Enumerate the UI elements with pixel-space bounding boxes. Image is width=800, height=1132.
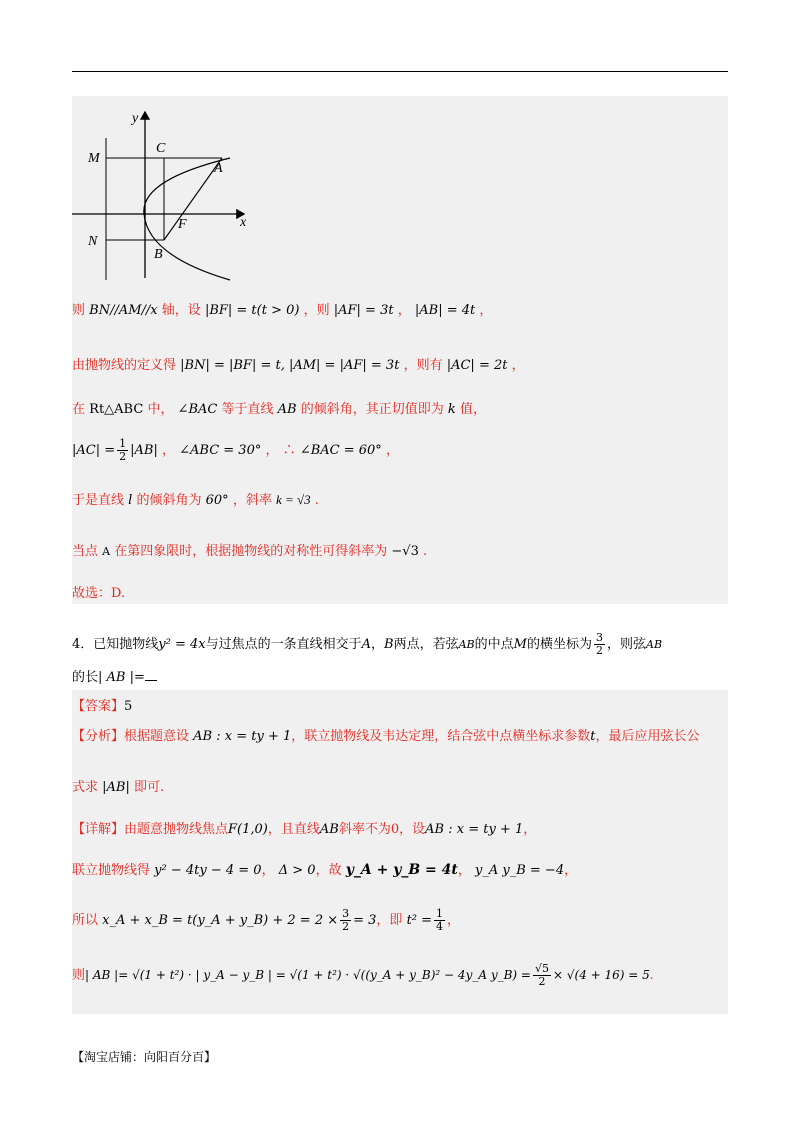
denominator: 4 [436, 920, 444, 933]
text: 斜率不为 [338, 822, 391, 837]
text: ，故 [315, 863, 342, 878]
label-C: C [156, 141, 166, 156]
answer-value: 5 [124, 699, 133, 714]
answer-tag: 【答案】 [72, 699, 125, 714]
label-M: M [88, 151, 100, 166]
math: Δ > 0 [278, 863, 316, 878]
detail-line-3 [72, 906, 460, 936]
solution-line-2 [72, 356, 525, 376]
text: 等于直线 [221, 402, 274, 417]
label-B: B [154, 247, 163, 262]
math: |AB| [102, 780, 130, 795]
math: y_A y_B = −4 [475, 863, 565, 878]
text: 故选：D. [72, 586, 126, 601]
text: . [649, 968, 654, 982]
text: 在第四象限时，根据抛物线的对称性可得斜率为 [114, 544, 388, 559]
text: ， [479, 303, 493, 318]
math: × √(4 + 16) = 5 [553, 968, 650, 982]
text: 式求 [72, 780, 99, 795]
math: y² − 4ty − 4 = 0 [154, 863, 262, 878]
text: 值， [459, 402, 486, 417]
text: 两点，若弦 [393, 637, 459, 652]
denominator: 2 [538, 975, 546, 988]
text: 于是直线 [72, 493, 125, 508]
text: ， [265, 443, 279, 458]
math: y² = 4x [158, 637, 206, 652]
numerator: 3 [342, 907, 350, 920]
question-4-line-2 [72, 668, 157, 688]
text: 则 [72, 303, 86, 318]
math: A [102, 545, 111, 558]
analysis-line-2 [72, 778, 164, 798]
text: ， [161, 443, 175, 458]
fraction [533, 963, 551, 988]
text: 由抛物线的定义得 [72, 358, 177, 373]
text: ，联立抛物线及韦达定理，结合弦中点横坐标求参数 [291, 729, 591, 744]
answer-line [72, 697, 132, 717]
text: ，斜率 [232, 493, 272, 508]
footer-shop-label: 【淘宝店铺：向阳百分百】 [72, 1050, 217, 1064]
math: B [384, 637, 394, 652]
header-rule [72, 71, 728, 72]
math: AB [458, 638, 475, 651]
math: |AB| = 4t [414, 303, 476, 318]
detail-tag: 【详解】 [72, 822, 125, 837]
solution-line-3 [72, 400, 486, 420]
solution-line-1 [72, 301, 492, 321]
text: 根据题意设 [124, 729, 190, 744]
text: ， [523, 822, 537, 837]
math: Rt△ABC [89, 402, 144, 417]
numerator: 1 [436, 907, 444, 920]
math: y_A + y_B = 4t [345, 862, 458, 878]
text: ， [564, 863, 578, 878]
math: AB [646, 638, 663, 651]
text: ，即 [376, 913, 403, 928]
math: l [128, 493, 133, 508]
text: 则 [72, 968, 86, 983]
denominator: 2 [342, 920, 350, 933]
detail-line-4 [72, 960, 654, 991]
fraction [434, 908, 445, 933]
text: 在 [72, 402, 86, 417]
text: 的长 [72, 670, 99, 685]
label-x: x [240, 215, 247, 230]
text: 所以 [72, 913, 99, 928]
math: F(1,0) [228, 822, 268, 837]
math: AB [319, 822, 339, 837]
math: BN//AM//x [89, 303, 158, 318]
math: |AC| = [72, 443, 116, 458]
math: M [513, 637, 527, 652]
detail-line-2 [72, 860, 577, 881]
math: ∠BAC [177, 402, 218, 417]
text: 与过焦点的一条直线相交于 [205, 637, 362, 652]
math: ∠ABC = 30° [179, 443, 262, 458]
math: x_A + x_B = t(y_A + y_B) + 2 = 2 × [102, 913, 339, 928]
text: 由题意抛物线焦点 [124, 822, 229, 837]
text: 4．已知抛物线 [72, 637, 159, 652]
analysis-line-1 [72, 727, 700, 747]
text: ， [371, 637, 385, 652]
therefore-symbol: ∴ [282, 443, 296, 458]
text: 中， [147, 402, 174, 417]
fraction [117, 438, 128, 463]
solution-line-6 [72, 542, 427, 562]
text: ，且直线 [267, 822, 320, 837]
parabola-figure [72, 108, 262, 288]
text: ，最后应用弦长公 [595, 729, 700, 744]
math: AB [277, 402, 297, 417]
text: 联立抛物线得 [72, 863, 151, 878]
text: 0 [390, 822, 400, 837]
solution-line-5 [72, 490, 319, 511]
text: ， [261, 863, 275, 878]
math: AB : x = ty + 1 [193, 729, 292, 744]
numerator: 1 [119, 437, 127, 450]
math: AB : x = ty + 1 [425, 822, 524, 837]
text: 的横坐标为 [526, 637, 592, 652]
text: ，则有 [403, 358, 443, 373]
answer-blank [145, 668, 157, 681]
denominator: 2 [119, 450, 127, 463]
text: 当点 [72, 544, 99, 559]
analysis-tag: 【分析】 [72, 729, 125, 744]
text: . [314, 493, 319, 508]
text: ，设 [399, 822, 426, 837]
text: ， [447, 913, 461, 928]
math: t [590, 729, 596, 744]
text: ，则弦 [606, 637, 646, 652]
label-F: F [178, 217, 187, 232]
math: |AF| = 3t [333, 303, 394, 318]
math: ∠BAC = 60° [299, 443, 382, 458]
solution-line-4 [72, 436, 399, 466]
text: 的倾斜角，其正切值即为 [300, 402, 444, 417]
math: A [361, 637, 372, 652]
math: | AB |= [98, 670, 145, 685]
fraction [340, 908, 351, 933]
math: |BN| = |BF| = t, |AM| = |AF| = 3t [180, 358, 400, 373]
text: ， [511, 358, 525, 373]
math: k = √3 [275, 492, 311, 507]
detail-line-1 [72, 820, 536, 840]
math: | AB |= √(1 + t²) · | y_A − y_B | = √(1 + t²) · √((y_A + y_B)² − 4y_A y_B) = [85, 968, 531, 982]
math: 60° [205, 493, 229, 508]
text: 轴，设 [161, 303, 201, 318]
math: = 3 [353, 913, 377, 928]
question-4-line-1 [72, 630, 662, 660]
text: 即可. [134, 780, 165, 795]
text: ， [385, 443, 399, 458]
math: k [447, 402, 456, 417]
text: ， [397, 303, 411, 318]
text: . [423, 544, 428, 559]
numerator: 3 [595, 631, 603, 644]
text: 的中点 [474, 637, 514, 652]
solution-line-7 [72, 584, 125, 604]
text: ， [457, 863, 471, 878]
math: |AB| [130, 443, 158, 458]
label-A: A [214, 161, 223, 176]
label-y: y [132, 111, 139, 126]
math: −√3 [391, 544, 419, 559]
label-N: N [88, 234, 98, 249]
text: 的倾斜角为 [136, 493, 202, 508]
math: t² = [406, 913, 433, 928]
fraction [594, 632, 605, 657]
text: ，则 [303, 303, 330, 318]
math: |AC| = 2t [446, 358, 508, 373]
numerator: √5 [534, 962, 549, 975]
denominator: 2 [595, 644, 603, 657]
math: |BF| = t(t > 0) [204, 303, 300, 318]
